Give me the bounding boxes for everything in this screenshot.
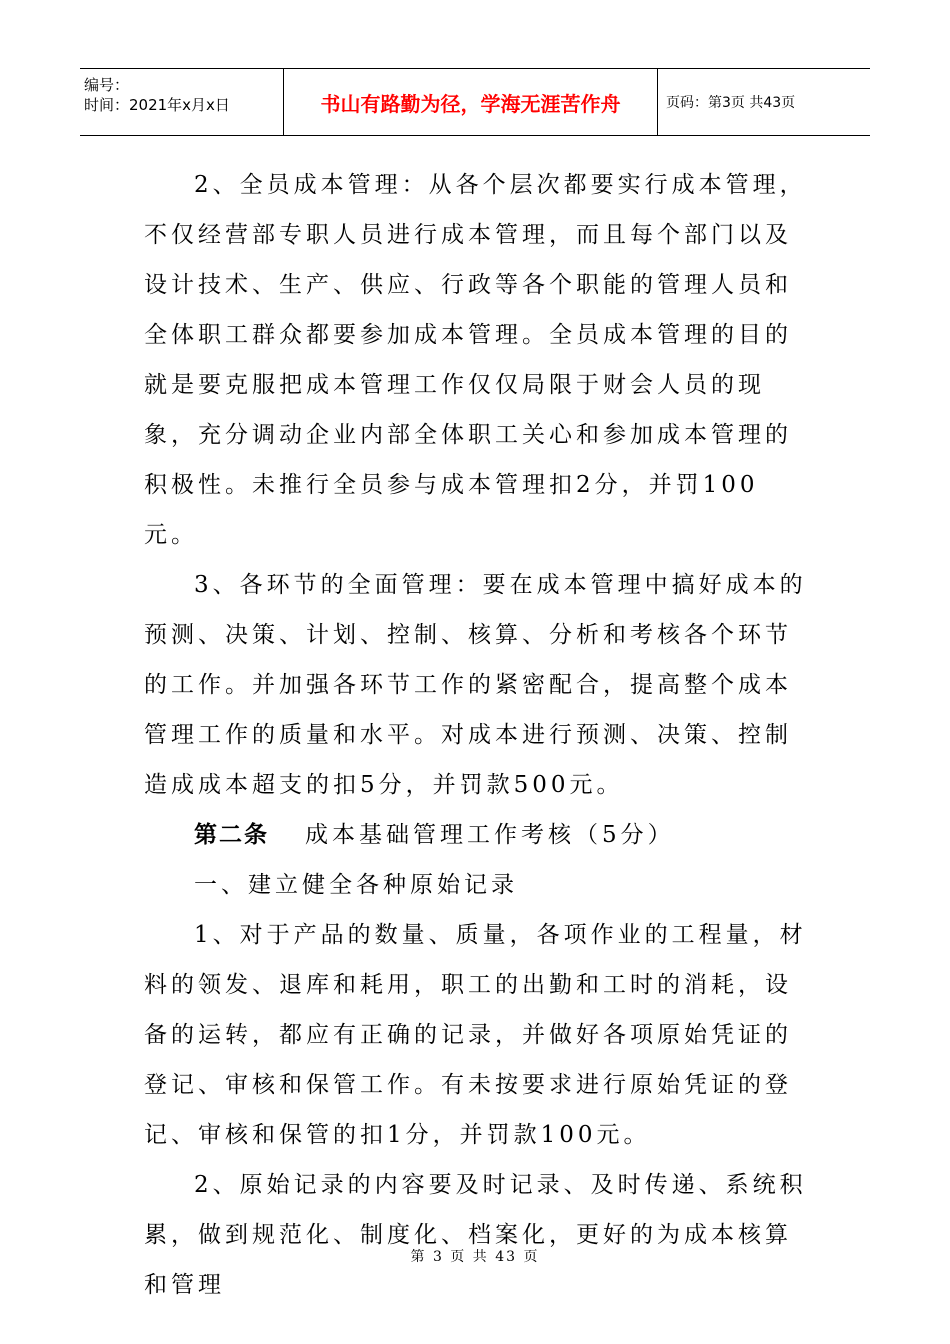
paragraph-all-stages-management: 3、各环节的全面管理：要在成本管理中搞好成本的预测、决策、计划、控制、核算、分析和考核各个环节的工作。并加强各环节工作的紧密配合，提高整个成本管理工作的质量和水平。对成本进行预测、决策、控制造成成本超支的扣5分，并罚款500元。 xyxy=(144,572,807,798)
header-motto: 书山有路勤为径，学海无涯苦作舟 xyxy=(284,69,658,135)
document-body xyxy=(144,160,808,1310)
paragraph-full-staff-cost: 2、全员成本管理：从各个层次都要实行成本管理，不仅经营部专职人员进行成本管理，而且每个部门以及设计技术、生产、供应、行政等各个职能的管理人员和全体职工群众都要参加成本管理。全员成本管理的目的就是要克服把成本管理工作仅仅局限于财会人员的现象，充分调动企业内部全体职工关心和参加成本管理的积极性。未推行全员参与成本管理扣2分，并罚100元。 xyxy=(144,172,807,548)
page-footer: 第 3 页 共 43 页 xyxy=(410,1249,540,1265)
paragraph-record-content: 2、原始记录的内容要及时记录、及时传递、系统积累，做到规范化、制度化、档案化，更好的为成本核算和管理 xyxy=(144,1172,807,1298)
page-header xyxy=(80,68,870,136)
document-time-label: 时间：2021年x月x日 xyxy=(84,96,230,114)
article-label: 第二条 xyxy=(194,822,269,848)
header-page-info: 页码：第3页 共43页 xyxy=(666,95,796,111)
document-number-label: 编号： xyxy=(84,76,130,94)
article-heading xyxy=(144,810,808,860)
section-heading: 一、建立健全各种原始记录 xyxy=(194,872,518,898)
article-title: 成本基础管理工作考核（5分） xyxy=(305,822,675,848)
paragraph-original-records: 1、对于产品的数量、质量，各项作业的工程量，材料的领发、退库和耗用，职工的出勤和工时的消耗，设备的运转，都应有正确的记录，并做好各项原始凭证的登记、审核和保管工作。有未按要求进行原始凭证的登记、审核和保管的扣1分，并罚款100元。 xyxy=(144,922,807,1148)
header-meta xyxy=(80,69,284,135)
